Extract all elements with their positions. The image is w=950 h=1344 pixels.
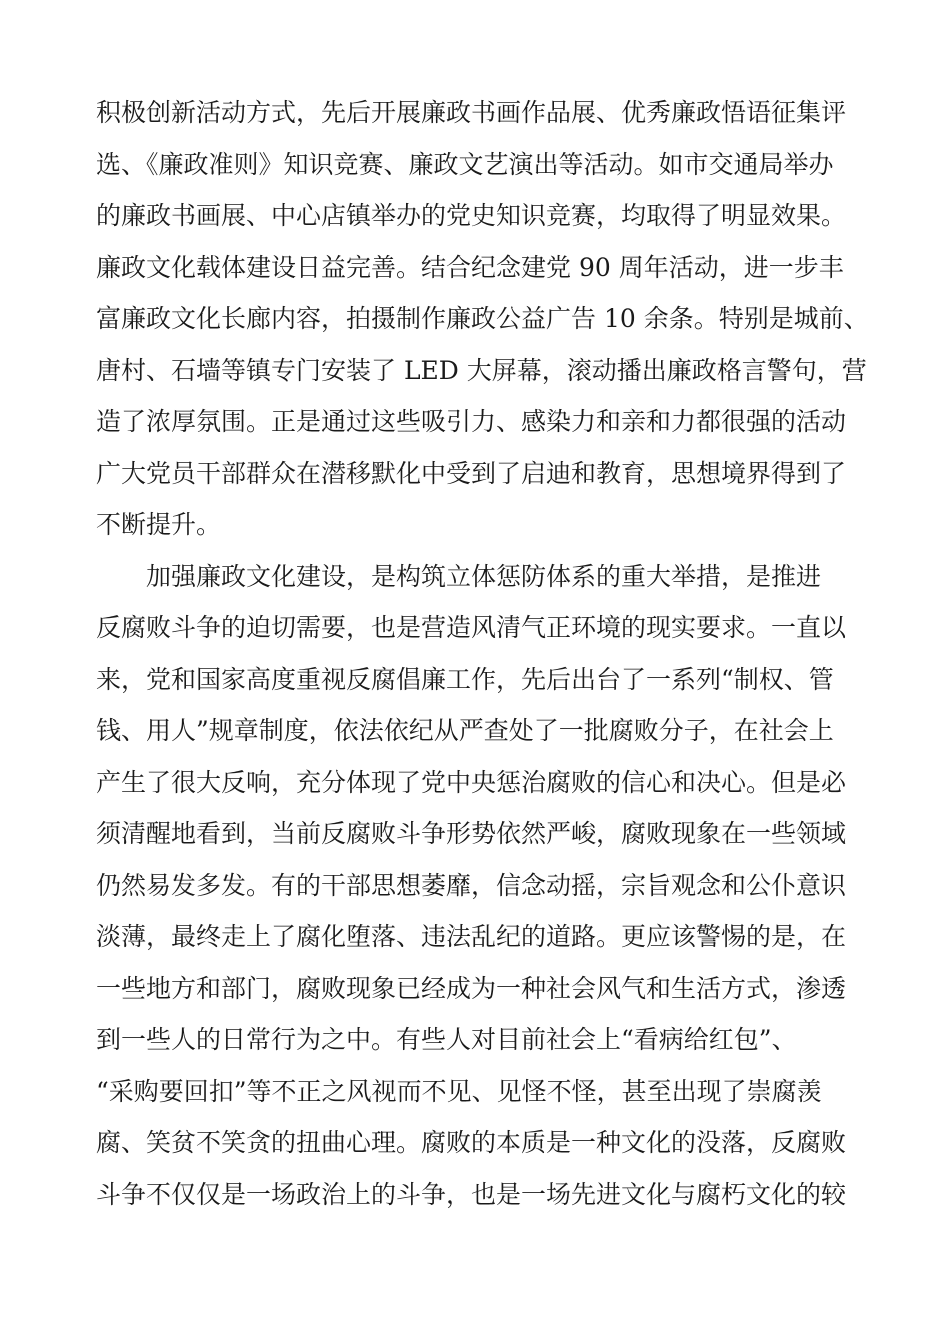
text-line: 不断提升。 (96, 510, 222, 539)
text-line: 反腐败斗争的迫切需要，也是营造风清气正环境的现实要求。一直以 (96, 613, 847, 642)
paragraph-first-line: 加强廉政文化建设，是构筑立体惩防体系的重大举措，是推进 (146, 562, 822, 591)
text-line: 钱、用人”规章制度，依法依纪从严查处了一批腐败分子，在社会上 (96, 716, 834, 745)
text-line: 到一些人的日常行为之中。有些人对目前社会上“看病给红包”、 (96, 1025, 797, 1054)
text-line: 淡薄，最终走上了腐化堕落、违法乱纪的道路。更应该警惕的是，在 (96, 922, 847, 951)
text-line: “采购要回扣”等不正之风视而不见、见怪不怪，甚至出现了崇腐羡 (96, 1077, 822, 1106)
text-line: 须清醒地看到，当前反腐败斗争形势依然严峻，腐败现象在一些领域 (96, 819, 847, 848)
text-line: 唐村、石墙等镇专门安装了 LED 大屏幕，滚动播出廉政格言警句，营 (96, 356, 867, 385)
text-line: 积极创新活动方式，先后开展廉政书画作品展、优秀廉政悟语征集评 (96, 98, 847, 127)
text-line: 的廉政书画展、中心店镇举办的党史知识竞赛，均取得了明显效果。 (96, 201, 847, 230)
text-line: 选、《廉政准则》知识竞赛、廉政文艺演出等活动。如市交通局举办 (96, 150, 834, 179)
text-line: 腐、笑贫不笑贪的扭曲心理。腐败的本质是一种文化的没落，反腐败 (96, 1128, 847, 1157)
text-line: 广大党员干部群众在潜移默化中受到了启迪和教育，思想境界得到了 (96, 459, 847, 488)
text-line: 造了浓厚氛围。正是通过这些吸引力、感染力和亲和力都很强的活动 (96, 407, 847, 436)
text-line: 一些地方和部门，腐败现象已经成为一种社会风气和生活方式，渗透 (96, 974, 847, 1003)
text-line: 廉政文化载体建设日益完善。结合纪念建党 90 周年活动，进一步丰 (96, 253, 844, 282)
text-line: 来，党和国家高度重视反腐倡廉工作，先后出台了一系列“制权、管 (96, 665, 834, 694)
text-line: 产生了很大反响，充分体现了党中央惩治腐败的信心和决心。但是必 (96, 768, 847, 797)
text-line: 富廉政文化长廊内容，拍摄制作廉政公益广告 10 余条。特别是城前、 (96, 304, 869, 333)
text-line: 仍然易发多发。有的干部思想萎靡，信念动摇，宗旨观念和公仆意识 (96, 871, 847, 900)
text-line: 斗争不仅仅是一场政治上的斗争，也是一场先进文化与腐朽文化的较 (96, 1180, 847, 1209)
